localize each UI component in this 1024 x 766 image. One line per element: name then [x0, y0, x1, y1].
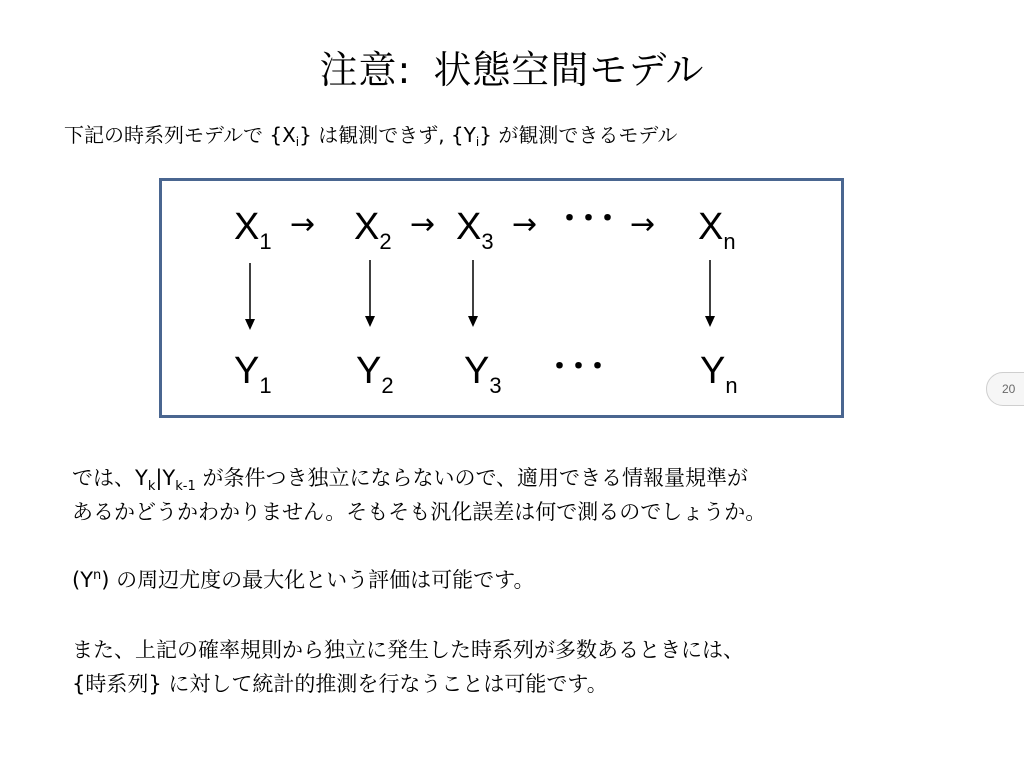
emission-arrow-3: [466, 260, 480, 328]
page-number: 20: [1002, 382, 1016, 396]
subtitle-part1: 下記の時系列モデルで {X: [64, 123, 296, 147]
paragraph-1-line-2: あるかどうかわかりません。そもそも汎化誤差は何で測るのでしょうか。: [72, 500, 767, 524]
emission-arrow-1: [243, 263, 257, 331]
y-node-2: $Y_2$: [356, 350, 394, 398]
paragraph-3-line-2: {時系列} に対して統計的推測を行なうことは可能です。: [72, 672, 608, 696]
paragraph-2: $(Y^n)$ の周辺尤度の最大化という評価は可能です。: [72, 568, 535, 592]
x-node-1: $X_1$: [234, 206, 272, 254]
emission-arrow-n: [703, 260, 717, 328]
title-prefix: 注意:: [319, 48, 412, 92]
y-node-3: $Y_3$: [464, 350, 502, 398]
x-node-3: $X_3$: [456, 206, 494, 254]
x-node-2: $X_2$: [354, 206, 392, 254]
paragraph-3-line-1: また、上記の確率規則から独立に発生した時系列が多数あるときには、: [72, 638, 744, 662]
transition-arrow-3: →: [512, 207, 538, 242]
x-node-n: $X_n$: [698, 206, 736, 254]
title-main: 状態空間モデル: [433, 48, 705, 92]
subtitle-part3: } が観測できるモデル: [479, 123, 678, 147]
y-node-1: $Y_1$: [234, 350, 272, 398]
transition-arrow-4: →: [630, 207, 656, 242]
subtitle-part2: } は観測できず, {Y: [299, 123, 476, 147]
x-ellipsis: ･･･: [562, 202, 619, 237]
slide-title: [0, 44, 1024, 96]
subtitle-y-index: i: [475, 135, 480, 149]
slide-subtitle: [64, 120, 677, 150]
subtitle-x-index: i: [295, 135, 300, 149]
paragraph-1-line-1: では、$Y_k|Y_{k-1}$ が条件つき独立にならないので、適用できる情報量規準が: [72, 466, 749, 494]
y-ellipsis: ･･･: [552, 350, 609, 385]
emission-arrow-2: [363, 260, 377, 328]
transition-arrow-1: →: [290, 207, 316, 242]
state-space-diagram: [159, 178, 844, 418]
y-node-n: $Y_n$: [700, 350, 738, 398]
transition-arrow-2: →: [410, 207, 436, 242]
